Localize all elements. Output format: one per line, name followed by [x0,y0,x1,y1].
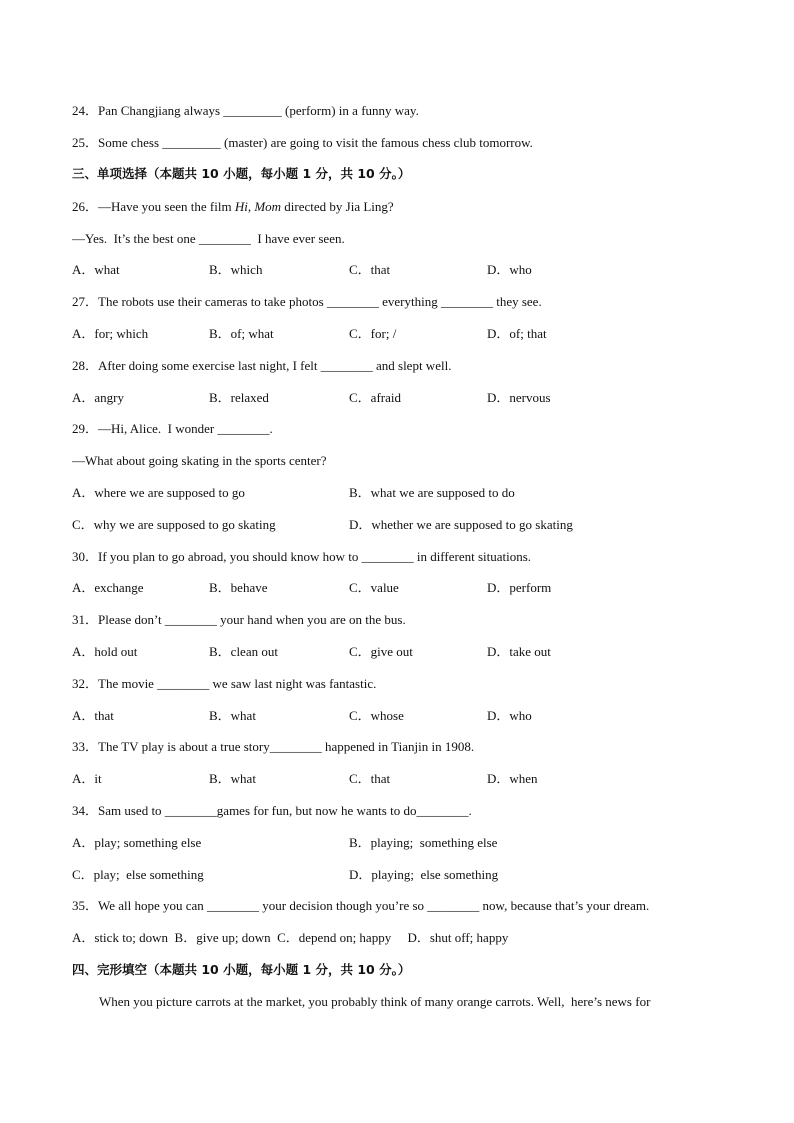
option-b: B．behave [209,580,268,595]
option-a: A．exchange [72,580,144,595]
question-32-stem: 32．The movie ________ we saw last night was fantastic. [72,676,377,691]
question-25: 25．Some chess _________ (master) are going to visit the famous chess club tomorrow. [72,135,533,150]
question-24: 24．Pan Changjiang always _________ (perform) in a funny way. [72,103,419,118]
option-a: A．that [72,708,114,723]
option-c: C．play; else something [72,867,204,882]
question-29-reply: —What about going skating in the sports center? [72,453,327,468]
option-a: A．it [72,771,102,786]
question-28-stem: 28．After doing some exercise last night, I felt ________ and slept well. [72,358,452,373]
option-c: C．for; / [349,326,397,341]
question-33-stem: 33．The TV play is about a true story________ happened in Tianjin in 1908. [72,739,475,754]
passage-first-line: When you picture carrots at the market, you probably think of many orange carrots. Well, here’s news for [99,994,651,1009]
option-d: D．who [487,708,532,723]
section-4-heading: 四、完形填空（本题共 10 小题，每小题 1 分，共 10 分。） [72,962,411,977]
option-a: A．angry [72,390,124,405]
question-30-stem: 30．If you plan to go abroad, you should know how to ________ in different situations. [72,549,532,564]
option-a: A．hold out [72,644,138,659]
option-d: D．when [487,771,538,786]
question-31-stem: 31．Please don’t ________ your hand when you are on the bus. [72,612,406,627]
option-b: B．relaxed [209,390,269,405]
option-a: A．play; something else [72,835,202,850]
question-27-stem: 27．The robots use their cameras to take photos ________ everything ________ they see. [72,294,542,309]
option-a: A．where we are supposed to go [72,485,245,500]
section-3-heading: 三、单项选择（本题共 10 小题，每小题 1 分，共 10 分。） [72,166,411,181]
question-35-stem: 35．We all hope you can ________ your decision though you’re so ________ now, because that’s your dream. [72,898,650,913]
option-d: D．playing; else something [349,867,499,882]
question-26-prefix: 26．—Have you seen the film [72,199,235,214]
option-c: C．whose [349,708,404,723]
option-d: D．perform [487,580,552,595]
option-b: B．what [209,708,256,723]
question-29-stem: 29．—Hi, Alice. I wonder ________. [72,421,273,436]
option-c: C．give out [349,644,413,659]
option-c: C．value [349,580,399,595]
question-26-reply: —Yes. It’s the best one ________ I have ever seen. [72,231,345,246]
option-c: C．that [349,771,391,786]
option-b: B．playing; something else [349,835,498,850]
option-a: A．for; which [72,326,149,341]
option-b: B．of; what [209,326,274,341]
option-c: C．that [349,262,391,277]
film-title: Hi, Mom [234,199,282,214]
option-d: D．who [487,262,532,277]
question-26-stem [72,199,394,215]
question-26-suffix: directed by Jia Ling? [281,199,394,214]
option-c: C．why we are supposed to go skating [72,517,276,532]
option-d: D．of; that [487,326,547,341]
option-d: D．nervous [487,390,551,405]
question-35-options: A．stick to; down B．give up; down C．depend on; happy D．shut off; happy [72,930,509,945]
option-b: B．which [209,262,263,277]
option-d: D．take out [487,644,551,659]
option-b: B．what we are supposed to do [349,485,515,500]
question-34-stem: 34．Sam used to ________games for fun, but now he wants to do________. [72,803,472,818]
option-b: B．clean out [209,644,278,659]
option-b: B．what [209,771,256,786]
option-d: D．whether we are supposed to go skating [349,517,573,532]
option-a: A．what [72,262,120,277]
option-c: C．afraid [349,390,401,405]
